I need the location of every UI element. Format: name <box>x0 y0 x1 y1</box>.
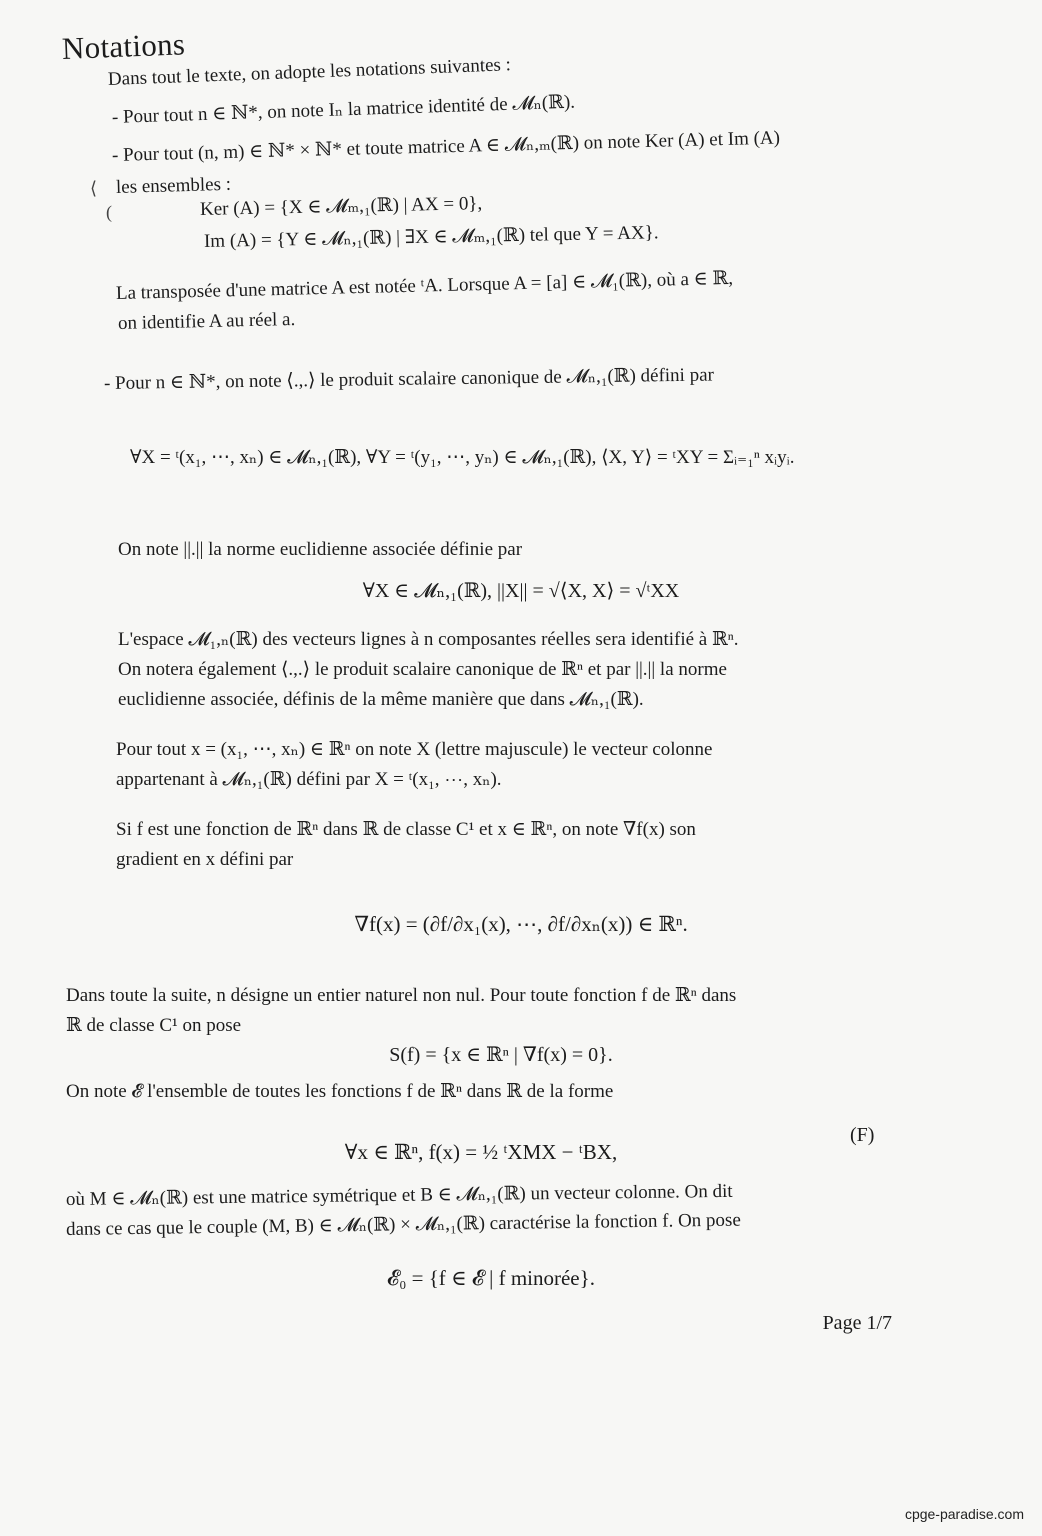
espace-line-2: On notera également ⟨.,.⟩ le produit scalaire canonique de ℝⁿ et par ||.|| la norme <box>118 659 727 680</box>
section-heading: Notations <box>61 26 186 66</box>
scalar-product-formula: ∀X = ᵗ(x₁, ⋯, xₙ) ∈ 𝓜ₙ,₁(ℝ), ∀Y = ᵗ(y₁, ⋯, yₙ) ∈ 𝓜ₙ,₁(ℝ), ⟨X, Y⟩ = ᵗXY = Σᵢ₌₁ⁿ xᵢyᵢ. <box>130 447 795 468</box>
E0-formula: 𝓔₀ = {f ∈ 𝓔 | f minorée}. <box>387 1266 595 1290</box>
gradient-formula: ∇f(x) = (∂f/∂x₁(x), ⋯, ∂f/∂xₙ(x)) ∈ ℝⁿ. <box>354 912 688 936</box>
suite-line-1: Dans toute la suite, n désigne un entier naturel non nul. Pour toute fonction f de ℝⁿ dans <box>66 985 737 1006</box>
espace-line-3: euclidienne associée, définis de la même manière que dans 𝓜ₙ,₁(ℝ). <box>118 689 644 710</box>
pourtout-line-1: Pour tout x = (x₁, ⋯, xₙ) ∈ ℝⁿ on note X (lettre majuscule) le vecteur colonne <box>116 739 713 760</box>
transpose-line-1: La transposée d'une matrice A est notée ᵗA. Lorsque A = [a] ∈ 𝓜₁(ℝ), où a ∈ ℝ, <box>115 267 734 304</box>
norm-formula: ∀X ∈ 𝓜ₙ,₁(ℝ), ||X|| = √⟨X, X⟩ = √ᵗXX <box>362 580 680 602</box>
intro-line: Dans tout le texte, on adopte les notations suivantes : <box>107 54 512 90</box>
transpose-line-2: on identifie A au réel a. <box>117 308 296 334</box>
norm-intro: On note ||.|| la norme euclidienne associée définie par <box>118 539 523 560</box>
page-number: Page 1/7 <box>822 1312 892 1334</box>
bullet-identity: - Pour tout n ∈ ℕ*, on note Iₙ la matrice identité de 𝓜ₙ(ℝ). <box>111 91 576 128</box>
ker-definition: Ker (A) = {X ∈ 𝓜ₘ,₁(ℝ) | AX = 0}, <box>199 193 483 220</box>
F-formula: ∀x ∈ ℝⁿ, f(x) = ½ ᵗXMX − ᵗBX, <box>344 1140 618 1164</box>
margin-mark: ( <box>106 202 112 222</box>
pourtout-line-2: appartenant à 𝓜ₙ,₁(ℝ) défini par X = ᵗ(x₁, ⋯, xₙ). <box>116 769 502 790</box>
suite-line-2: ℝ de classe C¹ on pose <box>66 1015 242 1036</box>
bullet-scalar-product: - Pour n ∈ ℕ*, on note ⟨.,.⟩ le produit scalaire canonique de 𝓜ₙ,₁(ℝ) défini par <box>103 364 715 394</box>
gradient-line-1: Si f est une fonction de ℝⁿ dans ℝ de classe C¹ et x ∈ ℝⁿ, on note ∇f(x) son <box>116 819 696 840</box>
F-tag: (F) <box>850 1124 875 1146</box>
S-formula: S(f) = {x ∈ ℝⁿ | ∇f(x) = 0}. <box>389 1044 613 1066</box>
im-definition: Im (A) = {Y ∈ 𝓜ₙ,₁(ℝ) | ∃X ∈ 𝓜ₘ,₁(ℝ) tel que Y = AX}. <box>203 222 659 252</box>
site-watermark: cpge-paradise.com <box>904 1506 1024 1522</box>
les-ensembles-line: les ensembles : <box>115 173 232 198</box>
E-intro: On note 𝓔 l'ensemble de toutes les fonctions f de ℝⁿ dans ℝ de la forme <box>66 1081 614 1102</box>
ou-line-2: dans ce cas que le couple (M, B) ∈ 𝓜ₙ(ℝ) × 𝓜ₙ,₁(ℝ) caractérise la fonction f. On pose <box>65 1209 741 1240</box>
gradient-line-2: gradient en x défini par <box>116 849 294 870</box>
bullet-ker-im: - Pour tout (n, m) ∈ ℕ* × ℕ* et toute matrice A ∈ 𝓜ₙ,ₘ(ℝ) on note Ker (A) et Im (A) <box>111 127 781 166</box>
margin-mark: ⟨ <box>90 178 98 198</box>
ou-line-1: où M ∈ 𝓜ₙ(ℝ) est une matrice symétrique et B ∈ 𝓜ₙ,₁(ℝ) un vecteur colonne. On dit <box>65 1180 733 1210</box>
espace-line-1: L'espace 𝓜₁,ₙ(ℝ) des vecteurs lignes à n composantes réelles sera identifié à ℝⁿ. <box>118 629 739 650</box>
